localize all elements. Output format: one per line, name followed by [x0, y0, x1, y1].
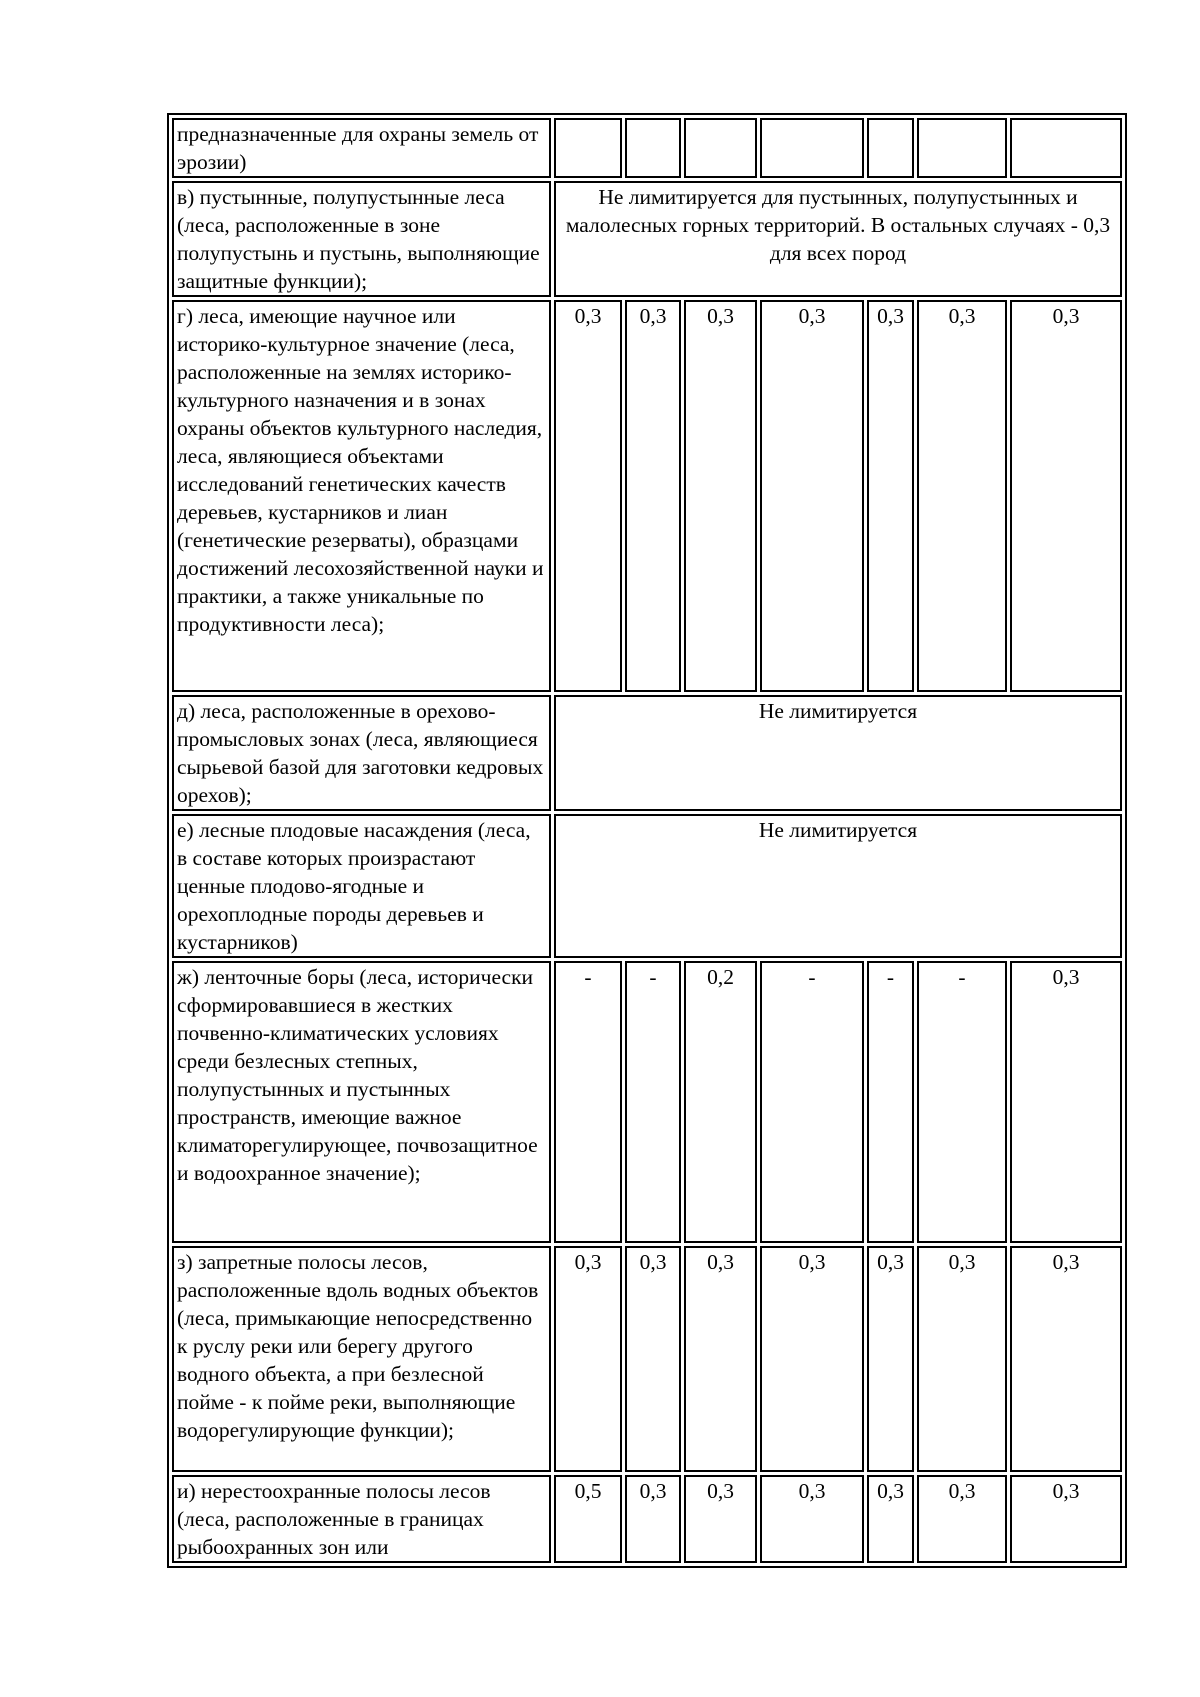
value-cell: 0,3 [867, 1246, 914, 1472]
value-cell: 0,3 [867, 1475, 914, 1563]
forest-norms-table [167, 113, 1127, 1568]
value-cell [684, 118, 757, 178]
row-label: предназначенные для охраны земель от эрозии) [172, 118, 551, 178]
table-body [172, 118, 1122, 1563]
merged-value-cell: Не лимитируется [554, 695, 1122, 811]
value-cell: - [760, 961, 864, 1243]
value-cell [917, 118, 1007, 178]
value-cell: 0,3 [1010, 1475, 1122, 1563]
value-cell: 0,3 [684, 1246, 757, 1472]
value-cell: 0,3 [760, 1246, 864, 1472]
value-cell: 0,3 [1010, 961, 1122, 1243]
table-row [172, 1246, 1122, 1472]
value-cell [1010, 118, 1122, 178]
value-cell: 0,3 [1010, 300, 1122, 692]
row-label: в) пустынные, полупустынные леса (леса, расположенные в зоне полупустынь и пустынь, выполняющие защитные функции); [172, 181, 551, 297]
value-cell: 0,3 [625, 300, 681, 692]
value-cell: 0,2 [684, 961, 757, 1243]
value-cell: 0,3 [1010, 1246, 1122, 1472]
table-row [172, 961, 1122, 1243]
merged-value-cell: Не лимитируется [554, 814, 1122, 958]
value-cell: 0,3 [760, 1475, 864, 1563]
value-cell: - [625, 961, 681, 1243]
value-cell [867, 118, 914, 178]
value-cell: 0,3 [554, 1246, 622, 1472]
value-cell [554, 118, 622, 178]
value-cell: 0,3 [867, 300, 914, 692]
value-cell: 0,3 [554, 300, 622, 692]
value-cell: 0,5 [554, 1475, 622, 1563]
value-cell: 0,3 [917, 1475, 1007, 1563]
table-row [172, 181, 1122, 297]
table-row [172, 814, 1122, 958]
value-cell: - [917, 961, 1007, 1243]
value-cell: 0,3 [625, 1246, 681, 1472]
value-cell: 0,3 [625, 1475, 681, 1563]
value-cell: - [554, 961, 622, 1243]
row-label: ж) ленточные боры (леса, исторически сформировавшиеся в жестких почвенно-климатических условиях среди безлесных степных, полупустынных и пустынных пространств, имеющие важное климаторегулирующее, почвозащитное и водоохранное значение); [172, 961, 551, 1243]
value-cell: 0,3 [917, 1246, 1007, 1472]
table-row [172, 1475, 1122, 1563]
row-label: е) лесные плодовые насаждения (леса, в составе которых произрастают ценные плодово-ягодные и орехоплодные породы деревьев и кустарников) [172, 814, 551, 958]
value-cell: 0,3 [760, 300, 864, 692]
row-label: и) нерестоохранные полосы лесов (леса, расположенные в границах рыбоохранных зон или [172, 1475, 551, 1563]
table-row [172, 118, 1122, 178]
row-label: з) запретные полосы лесов, расположенные вдоль водных объектов (леса, примыкающие непосредственно к руслу реки или берегу другого водного объекта, а при безлесной пойме - к пойме реки, выполняющие водорегулирующие функции); [172, 1246, 551, 1472]
value-cell: 0,3 [684, 1475, 757, 1563]
value-cell: - [867, 961, 914, 1243]
row-label: д) леса, расположенные в орехово-промысловых зонах (леса, являющиеся сырьевой базой для заготовки кедровых орехов); [172, 695, 551, 811]
value-cell: 0,3 [917, 300, 1007, 692]
row-label: г) леса, имеющие научное или историко-культурное значение (леса, расположенные на землях историко-культурного назначения и в зонах охраны объектов культурного наследия, леса, являющиеся объектами исследований генетических качеств деревьев, кустарников и лиан (генетические резерваты), образцами достижений лесохозяйственной науки и практики, а также уникальные по продуктивности леса); [172, 300, 551, 692]
value-cell [625, 118, 681, 178]
value-cell: 0,3 [684, 300, 757, 692]
merged-value-cell: Не лимитируется для пустынных, полупустынных и малолесных горных территорий. В остальных случаях - 0,3 для всех пород [554, 181, 1122, 297]
value-cell [760, 118, 864, 178]
table-row [172, 695, 1122, 811]
table-row [172, 300, 1122, 692]
